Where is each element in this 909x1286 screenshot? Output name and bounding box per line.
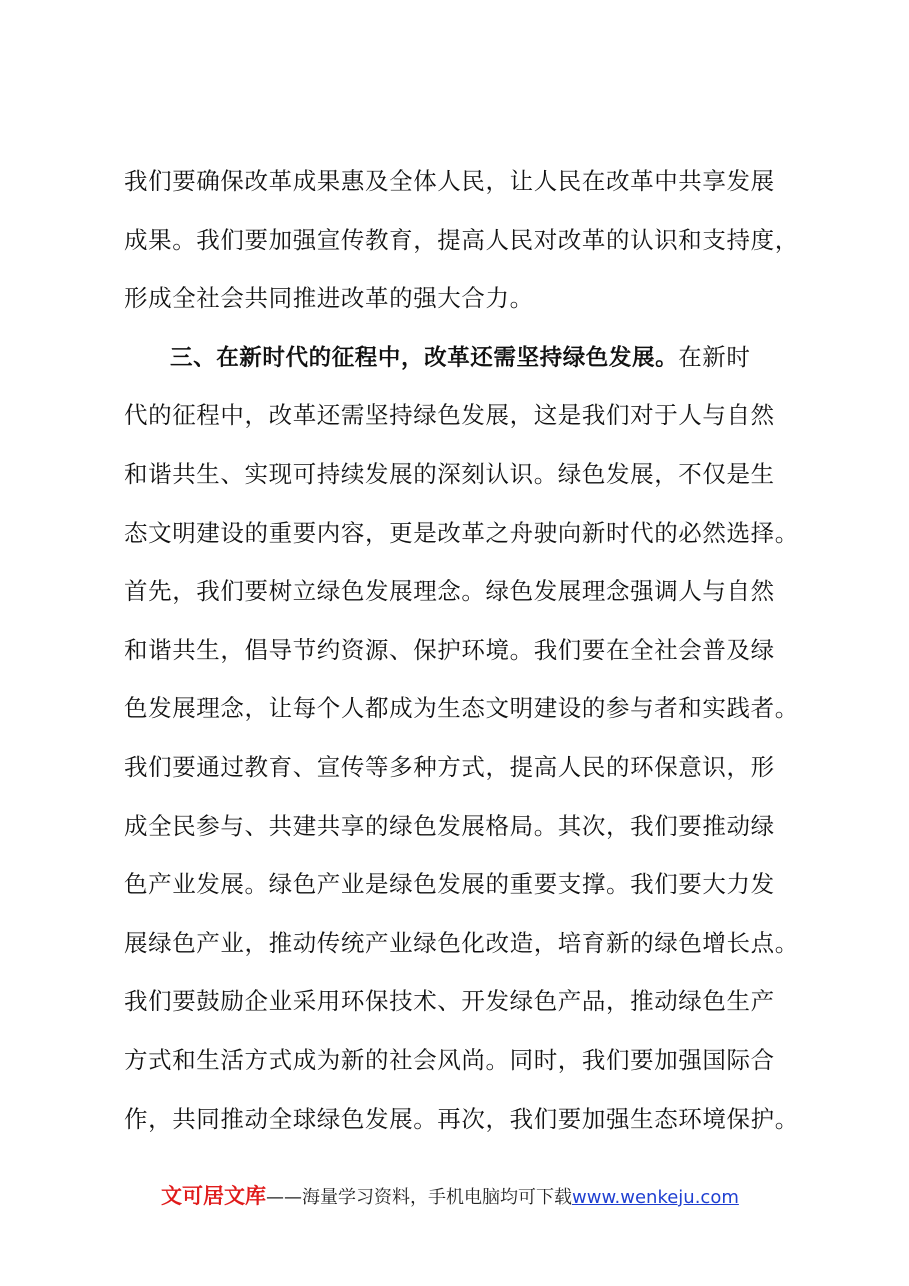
text-line: 色发展理念，让每个人都成为生态文明建设的参与者和实践者。 [124, 694, 799, 723]
body-text [124, 152, 814, 1148]
text-line: 我们要通过教育、宣传等多种方式，提高人民的环保意识，形 [124, 752, 775, 781]
footer-tagline: ——海量学习资料，手机电脑均可下载 [266, 1187, 572, 1208]
text-line: 我们要确保改革成果惠及全体人民，让人民在改革中共享发展 [124, 167, 775, 195]
text-line: 作，共同推动全球绿色发展。再次，我们要加强生态环境保护。 [124, 1104, 799, 1133]
text-line: 形成全社会共同推进改革的强大合力。 [124, 284, 534, 313]
footer-link[interactable]: www.wenkeju.com [572, 1187, 739, 1208]
text-line: 和谐共生、实现可持续发展的深刻认识。绿色发展，不仅是生 [124, 459, 775, 488]
footer [161, 1180, 801, 1212]
text-line: 和谐共生，倡导节约资源、保护环境。我们要在全社会普及绿 [124, 635, 775, 664]
text-line: 态文明建设的重要内容，更是改革之舟驶向新时代的必然选择。 [124, 518, 799, 547]
section-heading-line [124, 328, 814, 387]
text-line: 展绿色产业，推动传统产业绿色化改造，培育新的绿色增长点。 [124, 928, 799, 957]
text-line: 色产业发展。绿色产业是绿色发展的重要支撑。我们要大力发 [124, 870, 775, 899]
footer-brand: 文可居文库 [161, 1184, 266, 1208]
text-line: 方式和生活方式成为新的社会风尚。同时，我们要加强国际合 [124, 1045, 775, 1074]
text-line: 代的征程中，改革还需坚持绿色发展，这是我们对于人与自然 [124, 401, 775, 430]
text-fragment: 在新时 [678, 342, 751, 371]
text-line: 我们要鼓励企业采用环保技术、开发绿色产品，推动绿色生产 [124, 987, 775, 1016]
text-line: 首先，我们要树立绿色发展理念。绿色发展理念强调人与自然 [124, 577, 775, 606]
text-line: 成全民参与、共建共享的绿色发展格局。其次，我们要推动绿 [124, 811, 775, 840]
section-heading: 三、在新时代的征程中，改革还需坚持绿色发展。 [170, 344, 679, 371]
text-line: 成果。我们要加强宣传教育，提高人民对改革的认识和支持度， [124, 225, 799, 254]
